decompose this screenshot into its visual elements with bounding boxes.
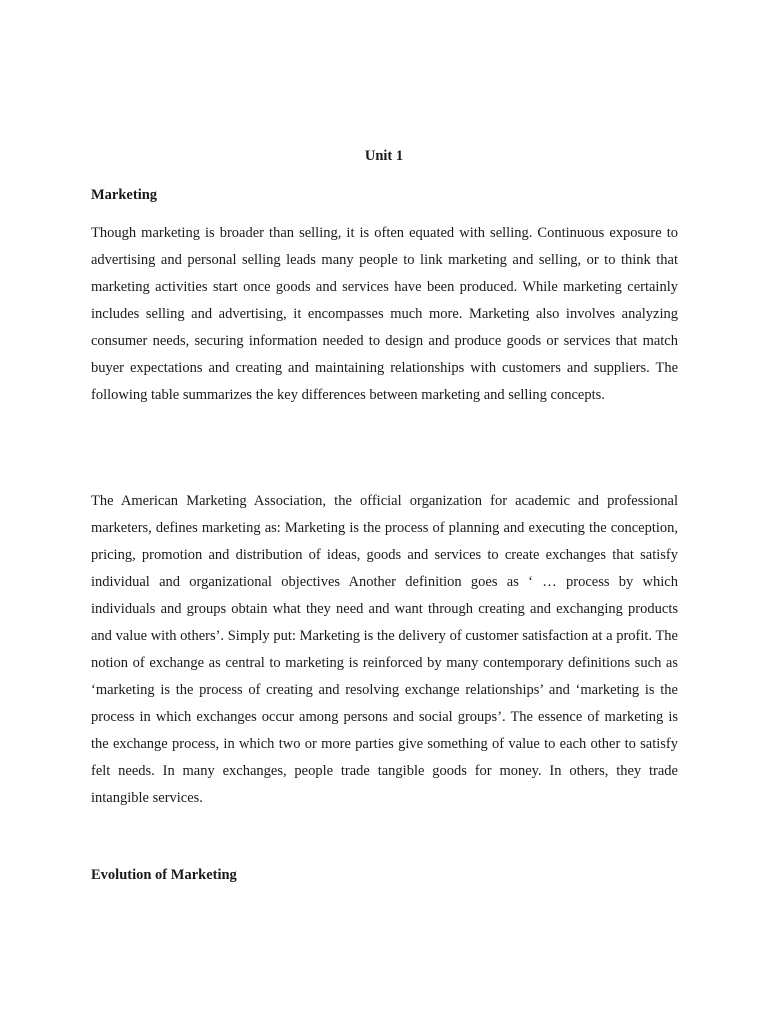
unit-title: Unit 1 (364, 148, 404, 164)
paragraph-ama-definition (91, 488, 678, 812)
paragraph-text: The American Marketing Association, the official organization for academic and professional marketers, defines marketing as: Marketing is the process of planning and executing the conception, pricing, promotion and distribution of ideas, goods and services to create exchanges that satisfy individual and organizational objectives Another definition goes as ‘ … process by which individuals and groups obtain what they need and want through creating and exchanging products and value with others’. Simply put: Marketing is the delivery of customer satisfaction at a profit. The notion of exchange as central to marketing is reinforced by many contemporary definitions such as ‘marketing is the process of creating and resolving exchange relationships’ and ‘marketing is the process in which exchanges occur among persons and social groups’. The essence of marketing is the exchange process, in which two or more parties give something of value to each other to satisfy felt needs. In many exchanges, people trade tangible goods for money. In others, they trade intangible services. (91, 493, 678, 806)
paragraph-text: Though marketing is broader than selling, it is often equated with selling. Continuous exposure to advertising and personal selling leads many people to link marketing and selling, or to think that marketing activities start once goods and services have been produced. While marketing certainly includes selling and advertising, it encompasses much more. Marketing also involves analyzing consumer needs, securing information needed to design and produce goods or services that match buyer expectations and creating and maintaining relationships with customers and suppliers. The following table summarizes the key differences between marketing and selling concepts. (91, 225, 678, 403)
section-heading-marketing: Marketing (91, 187, 158, 203)
paragraph-marketing-vs-selling (91, 220, 678, 409)
subheading-evolution-of-marketing: Evolution of Marketing (91, 867, 237, 883)
